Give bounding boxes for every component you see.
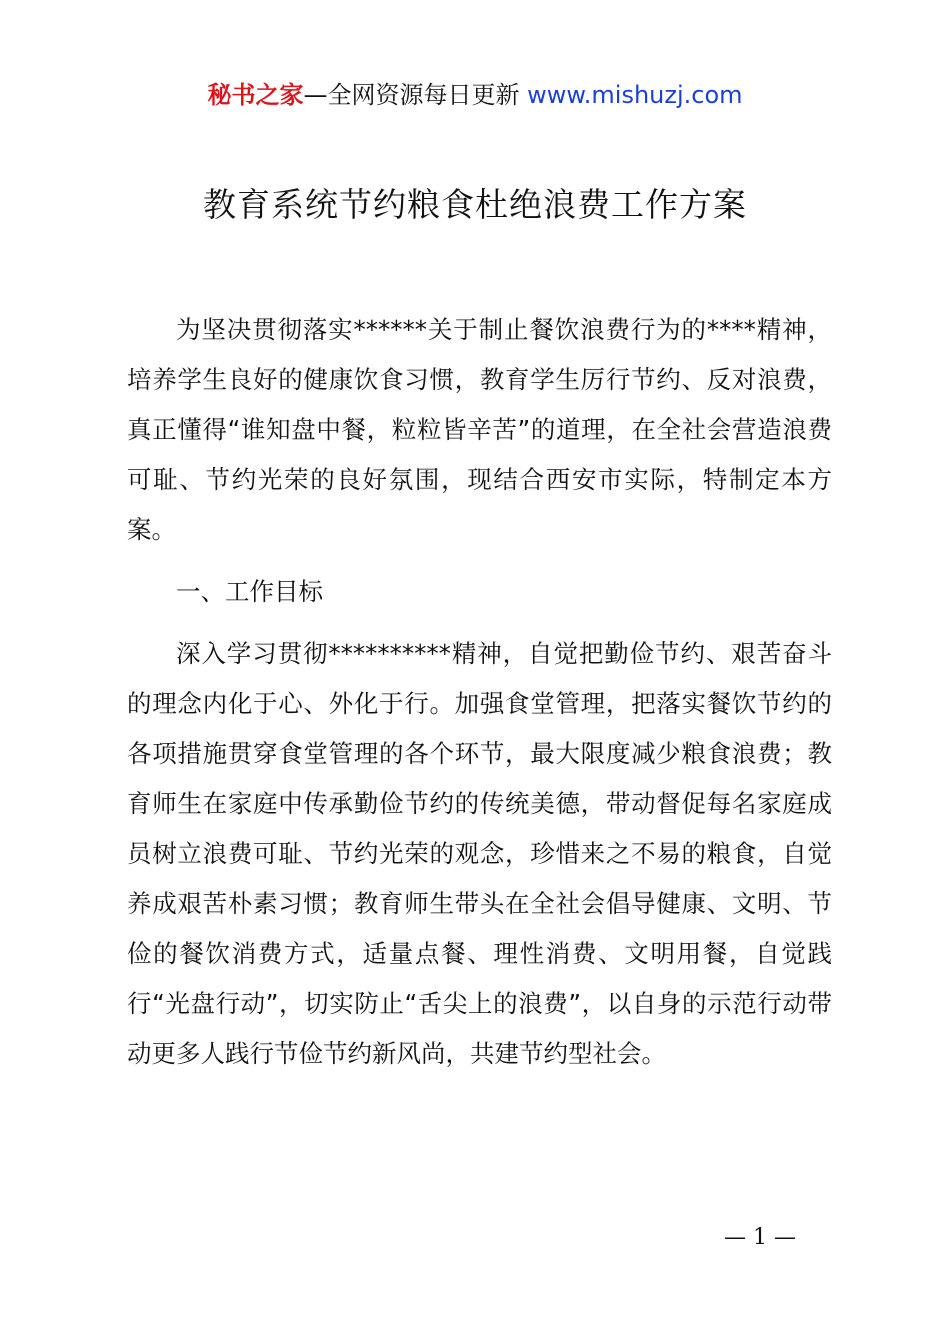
work-goals-paragraph: 深入学习贯彻**********精神，自觉把勤俭节约、艰苦奋斗的理念内化于心、外化于行。加强食堂管理，把落实餐饮节约的各项措施贯穿食堂管理的各个环节，最大限度减少粮食浪费；教育师生在家庭中传承勤俭节约的传统美德，带动督促每名家庭成员树立浪费可耻、节约光荣的观念，珍惜来之不易的粮食，自觉养成艰苦朴素习惯；教育师生带头在全社会倡导健康、文明、节俭的餐饮消费方式，适量点餐、理性消费、文明用餐，自觉践行“光盘行动”，切实防止“舌尖上的浪费”，以自身的示范行动带动更多人践行节俭节约新风尚，共建节约型社会。: [127, 639, 832, 1068]
document-title: 教育系统节约粮食杜绝浪费工作方案: [203, 185, 747, 224]
intro-paragraph: 为坚决贯彻落实******关于制止餐饮浪费行为的****精神，培养学生良好的健康饮食习惯，教育学生厉行节约、反对浪费，真正懂得“谁知盘中餐，粒粒皆辛苦”的道理，在全社会营造浪费可耻、节约光荣的良好氛围，现结合西安市实际，特制定本方案。: [127, 315, 832, 544]
site-url-link[interactable]: www.mishuzj.com: [527, 81, 743, 109]
banner-tagline: —全网资源每日更新: [303, 81, 520, 109]
site-banner: [0, 78, 950, 112]
brand-name: 秘书之家: [207, 81, 304, 109]
section-heading-work-goals: 一、工作目标: [176, 577, 323, 606]
document-body: [127, 305, 832, 1079]
page-number: — 1 —: [724, 1225, 796, 1250]
